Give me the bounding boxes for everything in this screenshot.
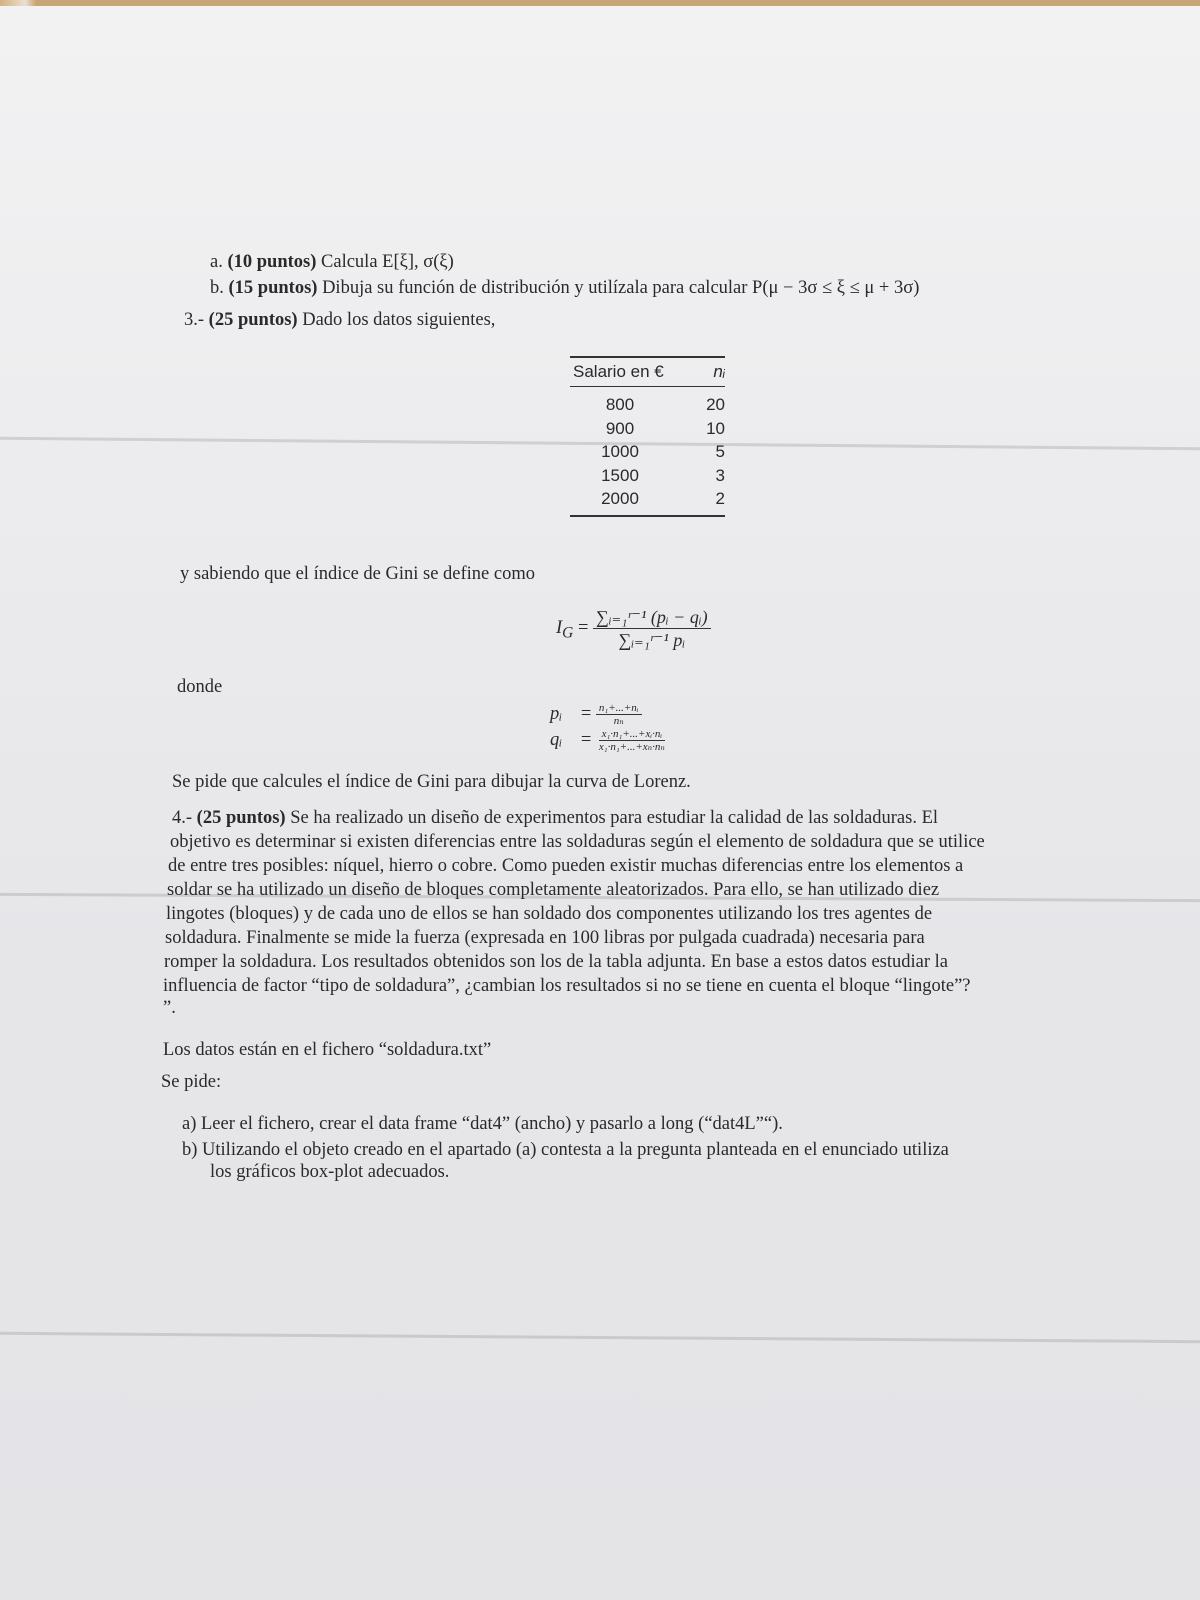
question-number: 3.- [184, 310, 205, 330]
item-text: Calcula E[ξ], σ(ξ) [321, 252, 454, 272]
table-cell: 20 [706, 395, 725, 414]
item-text: Leer el fichero, crear el data frame “dat4” (ancho) y pasarlo a long (“dat4L”“). [201, 1114, 783, 1134]
paragraph-line: de entre tres posibles: níquel, hierro o cobre. Como pueden existir muchas diferencias entre los elementos a [168, 856, 964, 876]
donde-label: donde [177, 677, 223, 697]
q3-heading [184, 308, 495, 332]
column-header: Salario en € [573, 362, 664, 381]
points: (10 puntos) [227, 252, 317, 272]
table-cell: 2000 [601, 489, 639, 508]
p-denominator: nₙ [613, 715, 624, 727]
question-number: 4.- [172, 808, 193, 828]
table-cell: 800 [605, 395, 635, 414]
se-pide: Se pide: [161, 1072, 222, 1092]
q2-item-b [210, 276, 919, 300]
salary-table [570, 356, 725, 517]
q3-task: Se pide que calcules el índice de Gini para dibujar la curva de Lorenz. [172, 772, 691, 792]
gini-subscript: G [562, 624, 574, 642]
q-fraction [596, 728, 668, 753]
table-cell: 2 [715, 489, 725, 508]
item-label: b) [182, 1140, 198, 1160]
table-cell: 1000 [601, 442, 639, 461]
q4-item-b [182, 1138, 949, 1162]
paragraph-line: influencia de factor “tipo de soldadura”, ¿cambian los resultados si no se tiene en cuenta el bloque “lingote”? [163, 976, 971, 996]
table-row [570, 417, 725, 441]
p-fraction [596, 702, 642, 727]
gini-intro: y sabiendo que el índice de Gini se define como [180, 564, 535, 584]
q-lhs: qᵢ [550, 729, 563, 750]
points: (25 puntos) [196, 808, 286, 828]
gini-numerator: ∑ᵢ₌₁ʳ⁻¹ (pᵢ − qᵢ) [593, 606, 711, 629]
gini-fraction [593, 606, 711, 651]
paper-sheet [0, 6, 1200, 1600]
table-cell: 10 [706, 418, 725, 438]
q-definition [550, 728, 668, 753]
item-label: a. [210, 252, 223, 272]
equals-sign: = [577, 617, 589, 638]
table-cell: 1500 [601, 465, 639, 485]
gini-denominator: ∑ᵢ₌₁ʳ⁻¹ pᵢ [618, 630, 686, 650]
paragraph-line: soldadura. Finalmente se mide la fuerza (expresada en 100 libras por pulgada cuadrada) necesaria para [165, 928, 925, 948]
table-row [570, 464, 725, 488]
table-row [570, 393, 725, 417]
paragraph-line: romper la soldadura. Los resultados obtenidos son los de la tabla adjunta. En base a estos datos estudiar la [164, 952, 949, 972]
paragraph-line: soldar se ha utilizado un diseño de bloques completamente aleatorizados. Para ello, se han utilizado diez [167, 880, 940, 900]
item-label: a) [182, 1114, 197, 1134]
points: (25 puntos) [208, 310, 298, 330]
table-cell: 3 [715, 465, 725, 485]
paragraph-line: Se ha realizado un diseño de experimentos para estudiar la calidad de las soldaduras. El [290, 808, 939, 828]
p-numerator: n₁+...+nᵢ [596, 702, 642, 715]
equals-sign: = [580, 703, 592, 724]
p-lhs: pᵢ [550, 703, 563, 724]
file-note: Los datos están en el fichero “soldadura.txt” [163, 1040, 492, 1060]
points: (15 puntos) [228, 278, 318, 298]
table-header [570, 358, 725, 387]
question-intro: Dado los datos siguientes, [302, 310, 496, 330]
gini-formula [556, 606, 711, 651]
q-denominator: x₁·n₁+...+xₙ·nₙ [598, 741, 665, 753]
q4-line-1 [172, 806, 938, 830]
paragraph-line: objetivo es determinar si existen diferencias entre las soldaduras según el elemento de soldadura que se utilice [170, 832, 985, 852]
equals-sign: = [580, 729, 592, 750]
table-bottom-rule [570, 515, 725, 517]
q2-item-a [210, 250, 454, 274]
paragraph-line: ”. [163, 998, 176, 1018]
table-cell: 5 [715, 442, 725, 461]
item-label: b. [210, 278, 224, 298]
fold-line [0, 1332, 1200, 1343]
table-row [570, 487, 725, 511]
item-text: Dibuja su función de distribución y utilízala para calcular P(μ − 3σ ≤ ξ ≤ μ + 3σ) [322, 278, 920, 298]
column-header: nᵢ [713, 362, 725, 381]
p-definition [550, 702, 642, 727]
q-numerator: x₁·n₁+...+xᵢ·nᵢ [599, 728, 666, 741]
item-text: Utilizando el objeto creado en el apartado (a) contesta a la pregunta planteada en el enunciado utiliza [202, 1140, 949, 1160]
q4-item-a [182, 1112, 783, 1136]
q4-item-b-cont: los gráficos box-plot adecuados. [210, 1162, 450, 1182]
table-cell: 900 [605, 418, 635, 438]
gini-lhs [556, 617, 574, 642]
gini-symbol: I [556, 617, 563, 638]
paragraph-line: lingotes (bloques) y de cada uno de ellos se han soldado dos componentes utilizando los tres agentes de [166, 904, 933, 924]
table-row [570, 440, 725, 464]
